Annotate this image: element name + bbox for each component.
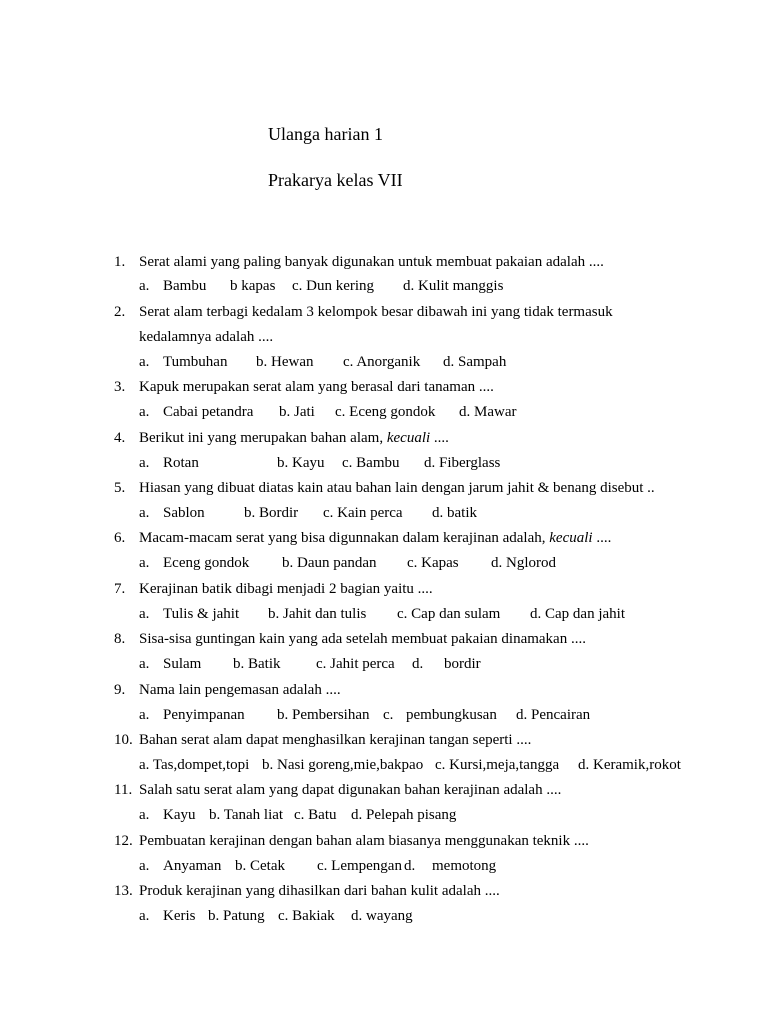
option-d: bordir [444,656,481,672]
question-number: 12. [114,833,133,849]
option-c: c. Bakiak [278,908,335,924]
option-a: Penyimpanan [163,707,245,723]
option-label: a. [139,354,150,370]
question-number: 8. [114,631,126,647]
option-a: Kayu [163,807,196,823]
option-d: d. batik [432,505,477,521]
emphasis-text: kecuali [549,530,593,546]
option-a: Anyaman [163,858,222,874]
option-b: b. Tanah liat [209,807,284,823]
option-a: Bambu [163,278,207,294]
option-a: Rotan [163,455,199,471]
option-b: b. Kayu [277,455,325,471]
question-number: 7. [114,581,126,597]
question-text: Sisa-sisa guntingan kain yang ada setelah membuat pakaian dinamakan .... [139,631,586,647]
option-b: b. Patung [208,908,265,924]
option-b: b. Jahit dan tulis [268,606,367,622]
option-b: b. Daun pandan [282,555,377,571]
question-number: 1. [114,254,126,270]
option-c: pembungkusan [406,707,497,723]
option-d: d. Mawar [459,404,517,420]
question-text: Salah satu serat alam yang dapat digunakan bahan kerajinan adalah .... [139,782,562,798]
question-text: kedalamnya adalah .... [139,329,274,345]
option-d: d. wayang [351,908,413,924]
option-a: Tulis & jahit [163,606,240,622]
option-label: a. [139,807,150,823]
question-text: Berikut ini yang merupakan bahan alam, kecuali .... [139,430,449,446]
option-d: d. Cap dan jahit [530,606,625,622]
option-d: memotong [432,858,497,874]
option-c: c. Anorganik [343,354,421,370]
option-d: d. Fiberglass [424,455,501,471]
option-a: Keris [163,908,196,924]
option-label: a. [139,455,150,471]
question-text: Nama lain pengemasan adalah .... [139,682,341,698]
document-subtitle: Prakarya kelas VII [268,170,403,190]
option-b: b. Bordir [244,505,299,521]
option-c: c. Kapas [407,555,459,571]
question-number: 5. [114,480,126,496]
question-text: Macam-macam serat yang bisa digunnakan dalam kerajinan adalah, kecuali .... [139,530,612,546]
option-c: c. Kursi,meja,tangga [435,757,560,773]
question-number: 6. [114,530,126,546]
question-text: Hiasan yang dibuat diatas kain atau bahan lain dengan jarum jahit & benang disebut .. [139,480,655,496]
option-label: a. [139,555,150,571]
option-c: c. Jahit perca [316,656,395,672]
question-number: 2. [114,304,126,320]
option-a: Sulam [163,656,202,672]
question-text: Serat alam terbagi kedalam 3 kelompok besar dibawah ini yang tidak termasuk [139,304,613,320]
option-b: b. Jati [279,404,315,420]
option-d-label: d. [412,656,424,672]
option-b: b kapas [230,278,276,294]
option-c-label: c. [383,707,394,723]
question-text: Serat alami yang paling banyak digunakan untuk membuat pakaian adalah .... [139,254,604,270]
option-d: d. Pencairan [516,707,591,723]
option-b: b. Batik [233,656,281,672]
option-d-label: d. [404,858,416,874]
question-text: Kapuk merupakan serat alam yang berasal dari tanaman .... [139,379,494,395]
option-a: Sablon [163,505,205,521]
option-label: a. [139,656,150,672]
question-text: Kerajinan batik dibagi menjadi 2 bagian yaitu .... [139,581,433,597]
option-b: b. Pembersihan [277,707,370,723]
question-number: 4. [114,430,126,446]
question-text: Pembuatan kerajinan dengan bahan alam biasanya menggunakan teknik .... [139,833,589,849]
option-a: Eceng gondok [163,555,250,571]
option-label: a. [139,505,150,521]
document-title: Ulanga harian 1 [268,124,383,144]
emphasis-text: kecuali [386,430,431,446]
option-c: c. Kain perca [323,505,403,521]
question-number: 10. [114,732,133,748]
option-c: c. Cap dan sulam [397,606,501,622]
option-b: b. Cetak [235,858,285,874]
option-b: b. Hewan [256,354,314,370]
option-label: a. [139,278,150,294]
option-label: a. [139,908,150,924]
option-c: c. Dun kering [292,278,375,294]
option-d: d. Keramik,rokot [578,757,681,773]
question-text: Produk kerajinan yang dihasilkan dari bahan kulit adalah .... [139,883,500,899]
question-number: 11. [114,782,133,798]
option-d: d. Kulit manggis [403,278,504,294]
option-label: a. [139,858,150,874]
option-c: c. Bambu [342,455,400,471]
option-d: d. Pelepah pisang [351,807,457,823]
option-b: b. Nasi goreng,mie,bakpao [262,757,424,773]
question-text: Bahan serat alam dapat menghasilkan kerajinan tangan seperti .... [139,732,532,748]
option-label: a. [139,606,150,622]
option-c: c. Batu [294,807,337,823]
option-label: a. [139,404,150,420]
option-d: d. Nglorod [491,555,556,571]
option-d: d. Sampah [443,354,507,370]
option-c: c. Eceng gondok [335,404,436,420]
option-a: Cabai petandra [163,404,254,420]
option-label: a. [139,707,150,723]
question-number: 9. [114,682,126,698]
question-number: 3. [114,379,126,395]
option-c: c. Lempengan [317,858,402,874]
option-a: a. Tas,dompet,topi [139,757,250,773]
question-number: 13. [114,883,133,899]
option-a: Tumbuhan [163,354,228,370]
